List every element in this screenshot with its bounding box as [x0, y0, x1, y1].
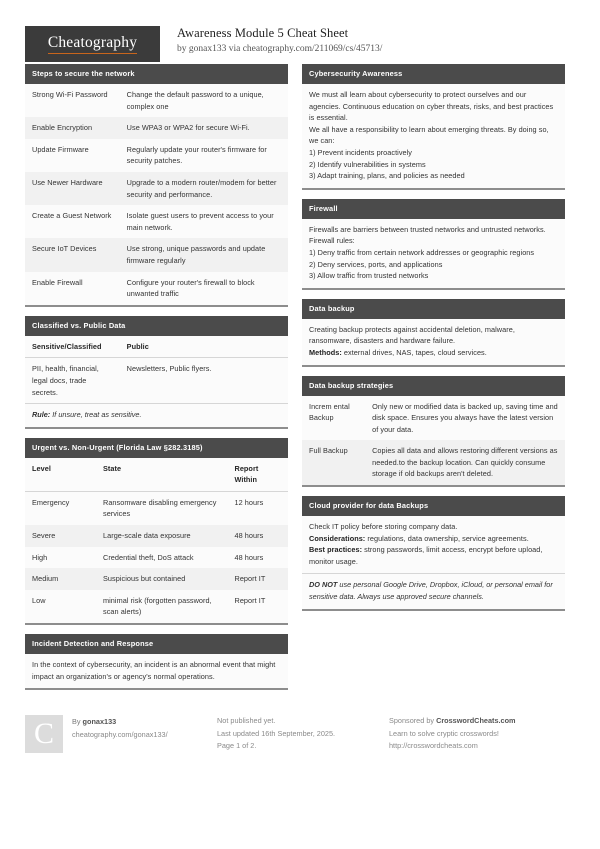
rich-text: regulations, data ownership, service agreements. [365, 533, 529, 543]
row-key: Use Newer Hardware [25, 172, 120, 205]
cell: PII, health, financial, legal docs, trade secrets. [25, 358, 120, 403]
footer-sponsor-block [389, 715, 575, 753]
right-column [302, 64, 565, 620]
paragraph: Check IT policy before storing company data. [309, 522, 458, 532]
card-classified-vs-public-data [25, 316, 288, 429]
publish-status: Not published yet. [217, 716, 276, 726]
row-key: Full Backup [302, 440, 365, 485]
paragraph: 2) Deny services, ports, and applications [309, 259, 443, 269]
table-row [25, 358, 288, 403]
cell-level: Low [25, 590, 96, 623]
row-value: Isolate guest users to prevent access to your main network. [120, 205, 288, 238]
card-title: Urgent vs. Non-Urgent (Florida Law §282.3185) [25, 438, 288, 458]
card-body [25, 84, 288, 305]
cell-state: Ransomware disabling emergency services [96, 491, 228, 525]
page-header [0, 0, 600, 62]
by-prefix: By [72, 717, 83, 727]
page-number: Page 1 of 2. [217, 741, 257, 751]
card-title: Data backup strategies [302, 376, 565, 396]
card-body [302, 516, 565, 609]
paragraph: Firewalls are barriers between trusted networks and untrusted networks. [309, 224, 546, 234]
avatar: C [25, 715, 63, 753]
card-body [302, 84, 565, 188]
paragraph: 3) Allow traffic from trusted networks [309, 271, 429, 281]
author-meta [72, 715, 168, 753]
kv-table [302, 396, 565, 486]
sponsor-name[interactable]: CrosswordCheats.com [436, 716, 516, 726]
row-value: Upgrade to a modern router/modem for better security and performance. [120, 172, 288, 205]
card-body [302, 319, 565, 365]
table-row [25, 139, 288, 172]
author-line [72, 716, 168, 729]
paragraph: We must all learn about cybersecurity to protect ourselves and our agencies. Continuous education on cyber threats, risks, and best practices is essential. [309, 90, 554, 123]
rich-label: Considerations: [309, 533, 366, 543]
card-title: Firewall [302, 199, 565, 219]
column-header: State [96, 458, 228, 492]
rich-paragraph [309, 533, 558, 545]
table-row [25, 590, 288, 623]
sponsor-line [389, 715, 575, 728]
cell-report-within: 12 hours [228, 491, 289, 525]
cell-state: Credential theft, DoS attack [96, 547, 228, 569]
rich-text: external drives, NAS, tapes, cloud services. [341, 347, 487, 357]
page-footer [0, 705, 600, 753]
author-url[interactable]: cheatography.com/gonax133/ [72, 729, 168, 739]
table-header-row [25, 336, 288, 358]
row-key: Enable Encryption [25, 117, 120, 139]
left-column [25, 64, 288, 699]
card-cybersecurity-awareness [302, 64, 565, 190]
card-data-backup-strategies [302, 376, 565, 488]
card-title: Incident Detection and Response [25, 634, 288, 654]
column-header: Report Within [228, 458, 289, 492]
text-block [302, 516, 565, 573]
cell-report-within: 48 hours [228, 547, 289, 569]
paragraph: 1) Prevent incidents proactively [309, 147, 412, 157]
sponsor-prefix: Sponsored by [389, 716, 437, 726]
title-block [177, 26, 382, 56]
card-title: Steps to secure the network [25, 64, 288, 84]
table-row [25, 525, 288, 547]
card-body [302, 219, 565, 288]
cell-report-within: Report IT [228, 568, 289, 590]
card-body [25, 336, 288, 427]
footer-publish-block [217, 715, 389, 753]
logo-text: Cheatography [48, 34, 137, 54]
table-header-row [25, 458, 288, 492]
cell-level: High [25, 547, 96, 569]
card-firewall [302, 199, 565, 290]
table-row [25, 172, 288, 205]
two-col-table [25, 336, 288, 403]
row-value: Only new or modified data is backed up, saving time and disk space. Ensures you always have the latest version of your data. [365, 396, 565, 441]
table-row [302, 396, 565, 441]
text-block [302, 219, 565, 288]
note-body: use personal Google Drive, Dropbox, iCloud, or personal email for sensitive data. Always use approved secure channels. [309, 580, 553, 602]
paragraph: 1) Deny traffic from certain network addresses or geographic regions [309, 247, 535, 257]
card-steps-to-secure-the-network [25, 64, 288, 307]
text-block [25, 654, 288, 688]
card-title: Classified vs. Public Data [25, 316, 288, 336]
note-text [32, 409, 281, 421]
text-block [302, 84, 565, 188]
cell-level: Medium [25, 568, 96, 590]
cell: Newsletters, Public flyers. [120, 358, 288, 403]
kv-table [25, 84, 288, 305]
card-title: Data backup [302, 299, 565, 319]
row-key: Secure IoT Devices [25, 238, 120, 271]
row-value: Copies all data and allows restoring different versions as needed.to the backup location. Can quickly consume storage if old backups aren't deleted. [365, 440, 565, 485]
footer-author-block [25, 715, 217, 753]
cell-level: Emergency [25, 491, 96, 525]
column-header: Level [25, 458, 96, 492]
sponsor-url[interactable]: http://crosswordcheats.com [389, 741, 478, 751]
paragraph: Firewall rules: [309, 236, 355, 246]
row-key: Create a Guest Network [25, 205, 120, 238]
row-value: Change the default password to a unique, complex one [120, 84, 288, 117]
card-title: Cybersecurity Awareness [302, 64, 565, 84]
note-row [302, 573, 565, 608]
rich-paragraph [309, 347, 558, 359]
card-title: Cloud provider for data Backups [302, 496, 565, 516]
card-cloud-provider-for-data-backups [302, 496, 565, 611]
note-row [25, 403, 288, 427]
row-key: Strong Wi-Fi Password [25, 84, 120, 117]
note-label: DO NOT [309, 580, 338, 590]
row-key: Enable Firewall [25, 272, 120, 305]
rich-text: strong passwords, limit access, encrypt before upload, monitor usage. [309, 545, 543, 566]
cheatography-logo[interactable] [25, 26, 160, 62]
row-value: Use strong, unique passwords and update firmware regularly [120, 238, 288, 271]
card-incident-detection-and-response [25, 634, 288, 690]
rich-label: Best practices: [309, 545, 363, 555]
content-columns [0, 64, 600, 699]
paragraph: 2) Identify vulnerabilities in systems [309, 159, 426, 169]
cell-report-within: 48 hours [228, 525, 289, 547]
cell-state: minimal risk (forgotten password, scan alerts) [96, 590, 228, 623]
note-body: If unsure, treat as sensitive. [50, 410, 142, 420]
card-data-backup [302, 299, 565, 367]
text-block [302, 319, 565, 365]
card-body [25, 654, 288, 688]
table-row [25, 272, 288, 305]
row-key: Increm ental Backup [302, 396, 365, 441]
card-urgent-vs-non-urgent [25, 438, 288, 625]
urgency-table [25, 458, 288, 623]
author-name: gonax133 [82, 717, 117, 727]
row-key: Update Firmware [25, 139, 120, 172]
card-body [25, 458, 288, 623]
cell-state: Large-scale data exposure [96, 525, 228, 547]
last-updated: Last updated 16th September, 2025. [217, 728, 336, 738]
table-row [302, 440, 565, 485]
rich-label: Methods: [309, 347, 342, 357]
paragraph: We all have a responsibility to learn about emerging threats. By doing so, we can: [309, 124, 549, 146]
paragraph: 3) Adapt training, plans, and policies as needed [309, 171, 465, 181]
table-row [25, 547, 288, 569]
page-title: Awareness Module 5 Cheat Sheet [177, 26, 349, 40]
sponsor-tagline: Learn to solve cryptic crosswords! [389, 728, 499, 738]
column-header: Public [120, 336, 288, 358]
table-row [25, 205, 288, 238]
cell-level: Severe [25, 525, 96, 547]
note-text [309, 579, 558, 602]
cell-report-within: Report IT [228, 590, 289, 623]
card-body [302, 396, 565, 486]
table-row [25, 491, 288, 525]
rich-paragraph [309, 544, 558, 567]
paragraph: Creating backup protects against accidental deletion, malware, ransomware, disasters and hardware failure. [309, 324, 515, 346]
row-value: Use WPA3 or WPA2 for secure Wi-Fi. [120, 117, 288, 139]
table-row [25, 568, 288, 590]
table-row [25, 238, 288, 271]
page-subtitle: by gonax133 via cheatography.com/211069/cs/45713/ [177, 44, 383, 54]
note-label: Rule: [32, 410, 51, 420]
row-value: Configure your router's firewall to block unwanted traffic [120, 272, 288, 305]
row-value: Regularly update your router's firmware for security patches. [120, 139, 288, 172]
table-row [25, 84, 288, 117]
paragraph: In the context of cybersecurity, an incident is an abnormal event that might impact an organization's or agency's normal operations. [32, 660, 276, 681]
cell-state: Suspicious but contained [96, 568, 228, 590]
column-header: Sensitive/Classified [25, 336, 120, 358]
table-row [25, 117, 288, 139]
